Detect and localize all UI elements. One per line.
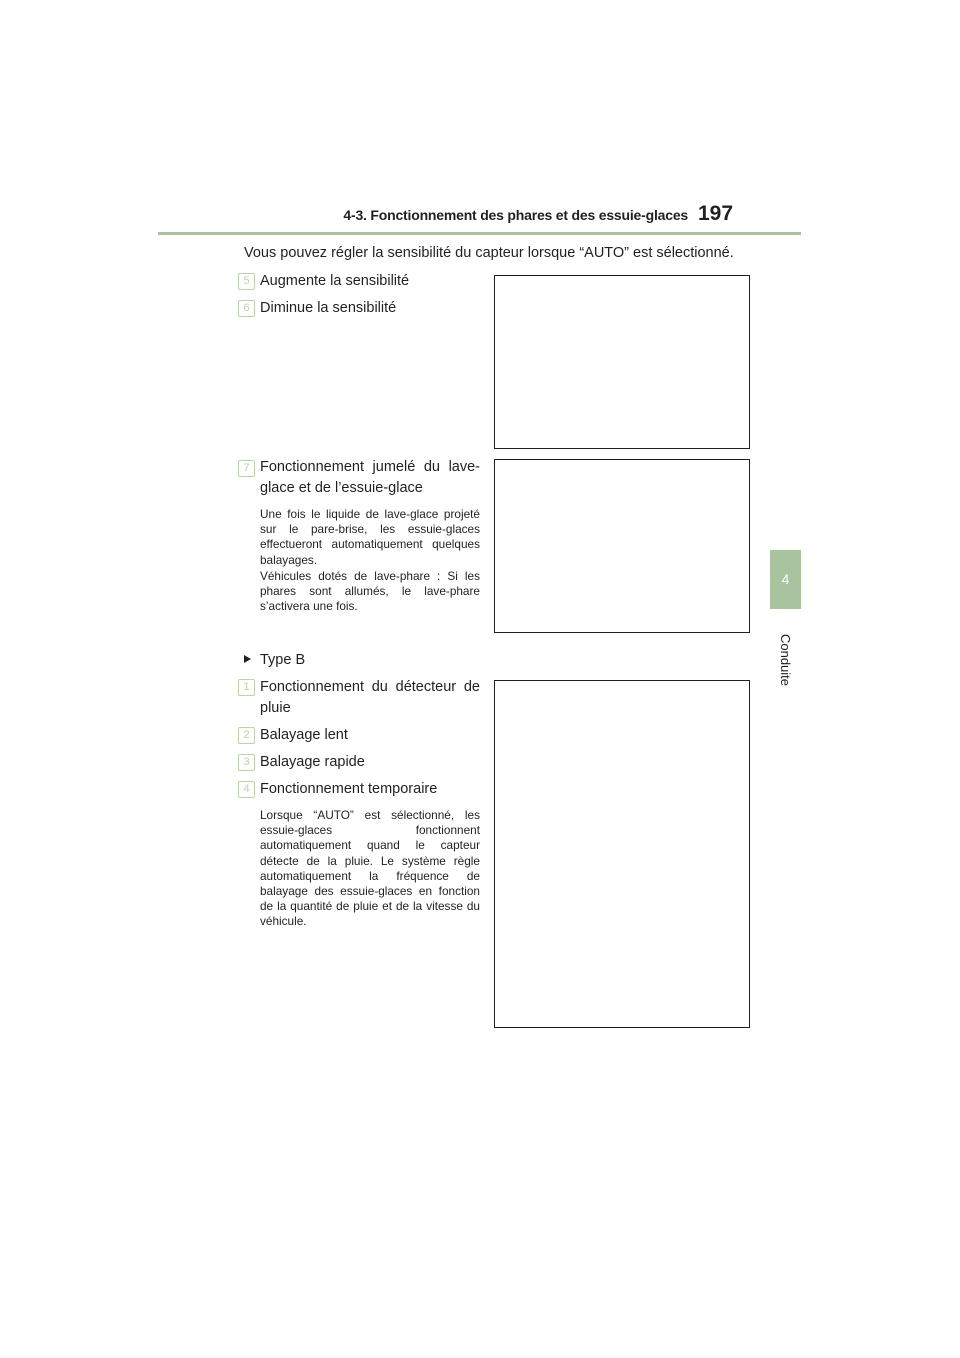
type-b-label: Type B xyxy=(260,652,306,668)
item-label: Augmente la sensibilité xyxy=(260,273,410,289)
item-number-badge: 5 xyxy=(238,273,255,290)
item-number-badge: 1 xyxy=(238,679,255,696)
item-label: Diminue la sensibilité xyxy=(260,300,397,316)
item-description: Véhicules dotés de lave-phare : Si les phares sont allumés, le lave-phare s’activera une fois. xyxy=(260,569,480,614)
item-label: Balayage lent xyxy=(260,727,348,743)
chapter-label: Conduite xyxy=(778,633,793,687)
item-label: Balayage rapide xyxy=(260,754,365,770)
item-label: Fonctionnement temporaire xyxy=(260,781,438,797)
section-title: 4-3. Fonctionnement des phares et des essuie-glaces xyxy=(343,207,688,223)
header-rule xyxy=(158,232,801,235)
item-description: Lorsque “AUTO” est sélectionné, les essuie-glaces fonctionnent automatiquement quand le capteur détecte de la pluie. Le système règle automatiquement la fréquence de balayage des essuie-glaces en fonction de la quantité de pluie et de la vitesse du véhicule. xyxy=(260,808,480,929)
illustration-type-b xyxy=(494,680,750,1028)
arrow-right-icon xyxy=(244,655,251,663)
item-number-badge: 6 xyxy=(238,300,255,317)
item-description: Une fois le liquide de lave-glace projeté sur le pare-brise, les essuie-glaces effectueront automatiquement quelques balayages. xyxy=(260,507,480,567)
item-label: Fonctionnement jumelé du lave-glace et de l’essuie-glace xyxy=(260,459,480,496)
item-number-badge: 4 xyxy=(238,781,255,798)
page-number: 197 xyxy=(698,202,734,225)
item-number-badge: 2 xyxy=(238,727,255,744)
illustration-washer xyxy=(494,459,750,633)
intro-text: Vous pouvez régler la sensibilité du capteur lorsque “AUTO” est sélectionné. xyxy=(244,245,734,261)
illustration-sensitivity xyxy=(494,275,750,449)
type-b-heading xyxy=(244,650,444,670)
item-number-badge: 7 xyxy=(238,460,255,477)
chapter-tab: 4 xyxy=(770,550,801,609)
item-number-badge: 3 xyxy=(238,754,255,771)
item-label: Fonctionnement du détecteur de pluie xyxy=(260,679,480,716)
